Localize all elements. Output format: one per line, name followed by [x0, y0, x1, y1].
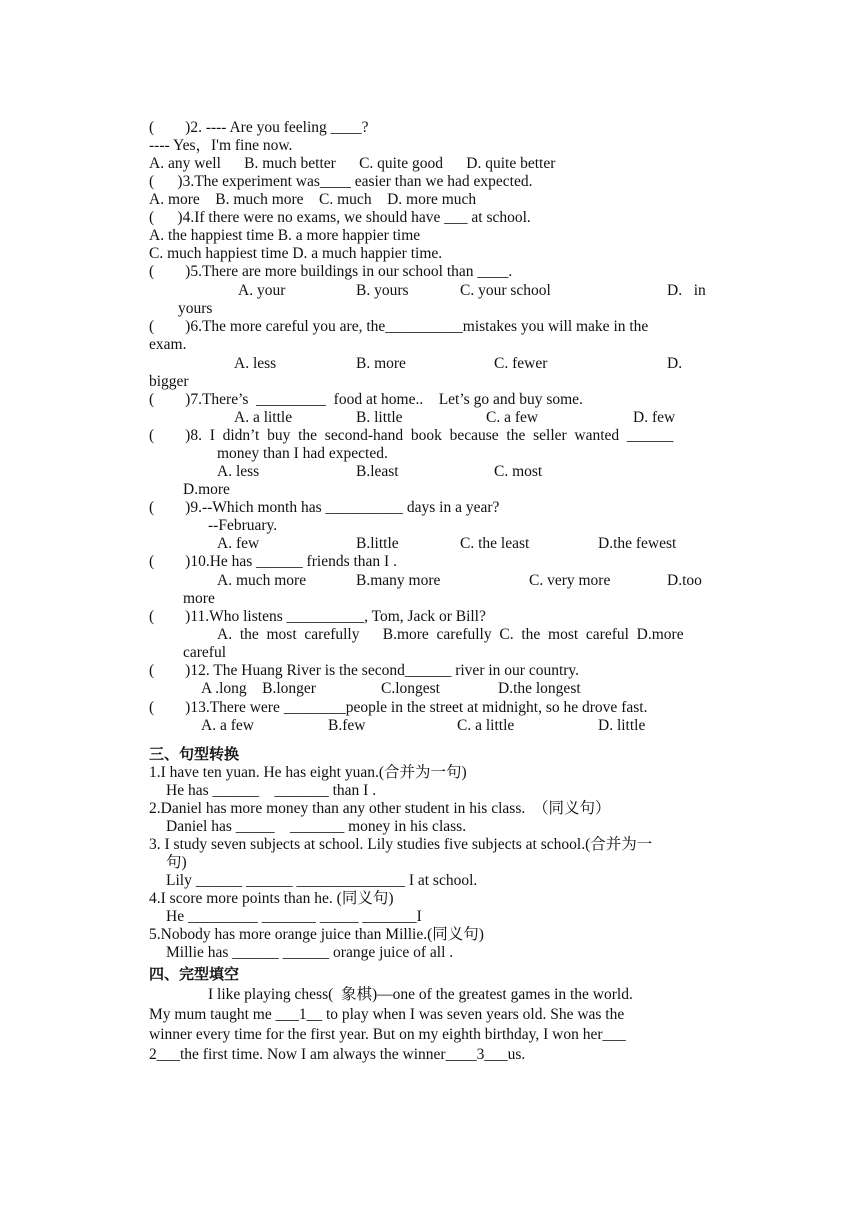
s3-q2-answer: Daniel has _____ _______ money in his class. — [166, 818, 467, 835]
q9-option-c: C. the least — [460, 535, 530, 552]
cloze-line-4: 2___the first time. Now I am always the winner____3___us. — [149, 1046, 526, 1063]
q8-option-c: C. most — [494, 463, 543, 480]
cloze-line-1: I like playing chess( 象棋)—one of the greatest games in the world. — [208, 986, 633, 1003]
s3-q3-cont: 句) — [166, 854, 187, 871]
q6-option-c: C. fewer — [494, 355, 548, 372]
q8-stem-cont: money than I had expected. — [217, 445, 388, 462]
q13-option-b: B.few — [328, 717, 366, 734]
q2-reply: ---- Yes，I'm fine now. — [149, 137, 293, 154]
q9-option-a: A. few — [217, 535, 260, 552]
q6-stem: ( )6.The more careful you are, the__________mistakes you will make in the — [149, 318, 649, 335]
q7-option-a: A. a little — [234, 409, 293, 426]
q4-stem: ( )4.If there were no exams, we should have ___ at school. — [149, 209, 531, 226]
q5-stem: ( )5.There are more buildings in our school than ____. — [149, 263, 513, 280]
q11-options: A. the most carefully B.more carefully C. the most careful D.more — [217, 626, 684, 643]
q6-option-a: A. less — [234, 355, 277, 372]
q12-stem: ( )12. The Huang River is the second______ river in our country. — [149, 662, 580, 679]
cloze-line-3: winner every time for the first year. But on my eighth birthday, I won her___ — [149, 1026, 626, 1043]
q4-options-cd: C. much happiest time D. a much happier time. — [149, 245, 443, 262]
s3-q3: 3. I study seven subjects at school. Lily studies five subjects at school.(合并为一 — [149, 836, 653, 853]
q5-option-a: A. your — [238, 282, 286, 299]
q4-options-ab: A. the happiest time B. a more happier time — [149, 227, 421, 244]
q5-option-b: B. yours — [356, 282, 409, 299]
q7-option-b: B. little — [356, 409, 403, 426]
q13-stem: ( )13.There were ________people in the street at midnight, so he drove fast. — [149, 699, 648, 716]
q9-stem: ( )9.--Which month has __________ days in a year? — [149, 499, 500, 516]
s3-q3-answer: Lily ______ ______ ______________ I at school. — [166, 872, 478, 889]
q6-option-d: D. — [667, 355, 683, 372]
q10-option-b: B.many more — [356, 572, 441, 589]
q9-reply: --February. — [208, 517, 278, 534]
q8-option-b: B.least — [356, 463, 399, 480]
q6-option-wrap: bigger — [149, 373, 189, 390]
q7-stem: ( )7.There’s _________ food at home.. Let’s go and buy some. — [149, 391, 583, 408]
q2-options: A. any well B. much better C. quite good D. quite better — [149, 155, 556, 172]
q12-option-d: D.the longest — [498, 680, 581, 697]
s3-q1: 1.I have ten yuan. He has eight yuan.(合并为一句) — [149, 764, 467, 781]
s3-q4-answer: He _________ _______ _____ _______I — [166, 908, 422, 925]
section4-title: 四、完型填空 — [149, 965, 240, 983]
cloze-line-2: My mum taught me ___1__ to play when I was seven years old. She was the — [149, 1006, 625, 1023]
s3-q2: 2.Daniel has more money than any other student in his class. （同义句） — [149, 800, 611, 817]
q12-option-ab: A .long B.longer — [201, 680, 316, 697]
q6-option-b: B. more — [356, 355, 406, 372]
section3-title: 三、句型转换 — [149, 745, 240, 763]
q13-option-d: D. little — [598, 717, 646, 734]
q11-option-wrap: careful — [183, 644, 227, 661]
q10-option-c: C. very more — [529, 572, 611, 589]
q2-stem: ( )2. ---- Are you feeling ____? — [149, 119, 369, 136]
s3-q5: 5.Nobody has more orange juice than Millie.(同义句) — [149, 926, 484, 943]
q12-option-c: C.longest — [381, 680, 440, 697]
q10-option-a: A. much more — [217, 572, 307, 589]
q8-stem: ( )8. I didn’t buy the second-hand book because the seller wanted ______ — [149, 427, 674, 444]
q7-option-d: D. few — [633, 409, 676, 426]
q11-stem: ( )11.Who listens __________, Tom, Jack or Bill? — [149, 608, 486, 625]
q10-option-wrap: more — [183, 590, 215, 607]
q10-option-d: D.too — [667, 572, 702, 589]
q3-options: A. more B. much more C. much D. more much — [149, 191, 477, 208]
q5-option-c: C. your school — [460, 282, 551, 299]
q6-stem-cont: exam. — [149, 336, 187, 353]
q9-option-d: D.the fewest — [598, 535, 677, 552]
q9-option-b: B.little — [356, 535, 399, 552]
s3-q5-answer: Millie has ______ ______ orange juice of all . — [166, 944, 454, 961]
q13-option-c: C. a little — [457, 717, 515, 734]
q8-option-a: A. less — [217, 463, 260, 480]
q10-stem: ( )10.He has ______ friends than I . — [149, 553, 397, 570]
q5-option-d: D. in — [667, 282, 706, 299]
q8-option-wrap: D.more — [183, 481, 230, 498]
s3-q1-answer: He has ______ _______ than I . — [166, 782, 377, 799]
s3-q4: 4.I score more points than he. (同义句) — [149, 890, 394, 907]
q7-option-c: C. a few — [486, 409, 539, 426]
q13-option-a: A. a few — [201, 717, 254, 734]
q5-option-wrap: yours — [178, 300, 213, 317]
q3-stem: ( )3.The experiment was____ easier than we had expected. — [149, 173, 533, 190]
